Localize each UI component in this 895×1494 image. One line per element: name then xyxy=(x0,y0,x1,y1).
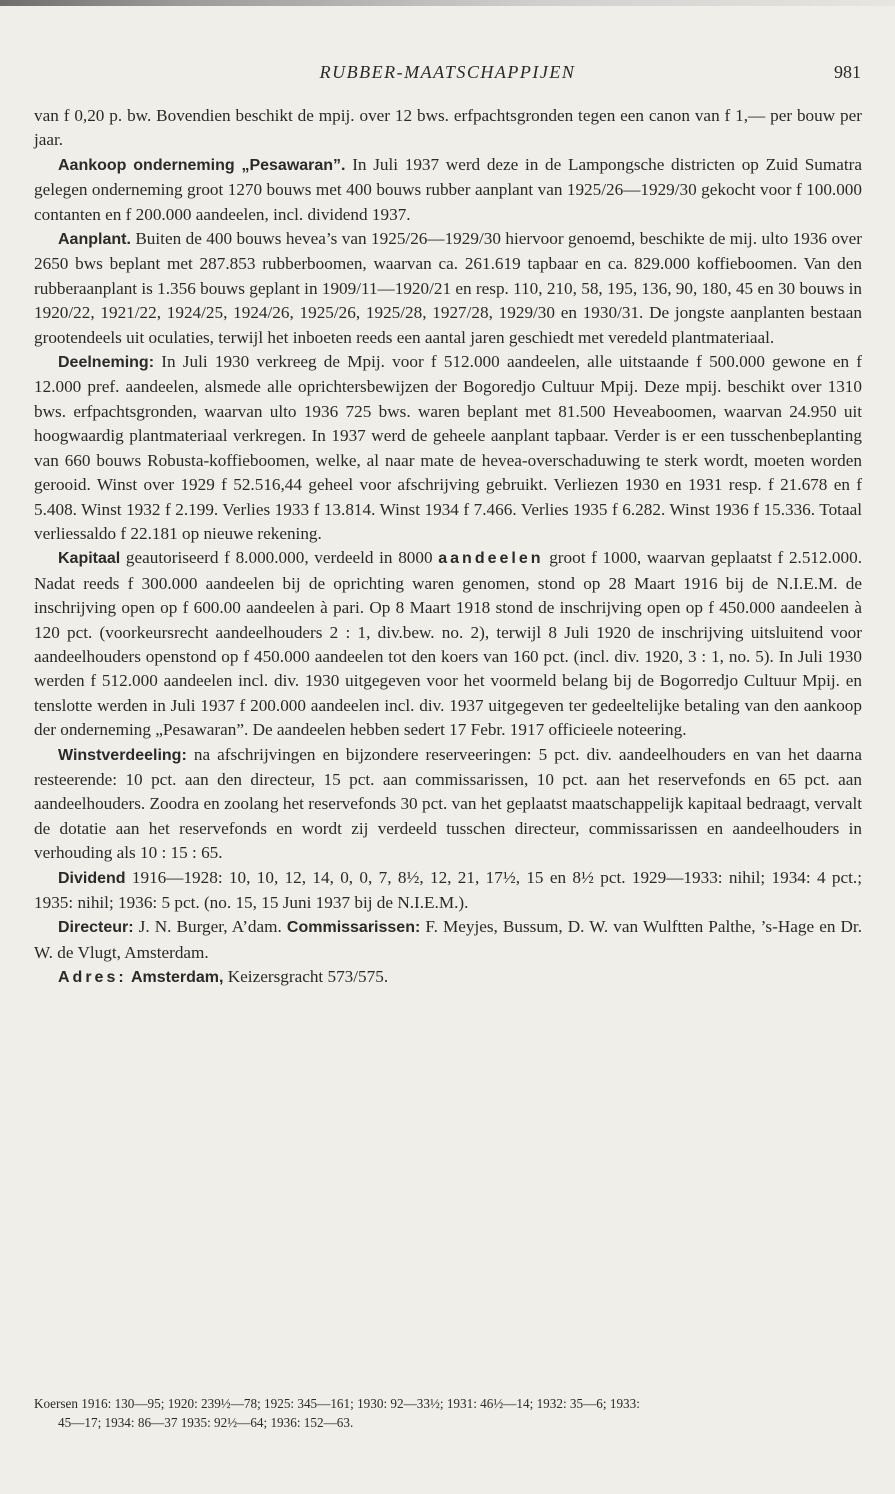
deelneming-text: In Juli 1930 verkreeg de Mpij. voor f 512.000 aandeelen, alle uitstaande f 500.000 gewone en f 12.000 pref. aandeelen, alsmede alle oprichtersbewijzen der Bogoredjo Cultuur Mpij. Deze mpij. beschikt over 1310 bws. erfpachtsgronden, waarvan ulto 1936 725 bws. waren beplant met 81.500 Heveaboomen, waarvan 24.950 uit hoogwaardig plantmateriaal verkregen. In 1937 werd de geheele aanplant tapbaar. Verder is er een tusschenbeplanting van 660 bouws Robusta-koffieboomen, welke, al naar mate de hevea-overschaduwing te sterk wordt, moeten worden gerooid. Winst over 1929 f 52.516,44 geheel voor afschrijving gebruikt. Verliezen 1930 en 1931 resp. f 21.678 en f 5.408. Winst 1932 f 2.199. Verlies 1933 f 13.814. Winst 1934 f 7.466. Verlies 1935 f 6.282. Winst 1936 f 15.336. Totaal verliessaldo f 22.181 op nieuwe rekening. xyxy=(34,352,862,543)
aanplant-text: Buiten de 400 bouws hevea’s van 1925/26—1929/30 hiervoor genoemd, beschikte de mij. ulto 1936 over 2650 bws beplant met 287.853 rubberboomen, waarvan ca. 261.619 tapbaar en ca. 829.000 koffieboomen. Van den rubberaanplant is 1.356 bouws geplant in 1909/11—1920/21 en resp. 110, 210, 58, 195, 136, 90, 180, 45 en 30 bouws in 1920/22, 1921/22, 1924/25, 1924/26, 1925/26, 1925/28, 1927/28, 1929/30 en 1930/31. De jongste aanplanten bestaan grootendeels uit oculaties, terwijl het inboeten reeds een aantal jaren geschiedt met veredeld plantmateriaal. xyxy=(34,229,862,347)
page-number: 981 xyxy=(834,62,861,82)
aankoop-text: In Juli 1937 werd deze in de Lampongsche districten op Zuid Sumatra gelegen onderneming groot 1270 bouws met 400 bouws rubber aanplant van 1925/26—1929/30 gekocht voor f 100.000 contanten en f 200.000 aandeelen, incl. dividend 1937. xyxy=(34,154,862,224)
kapitaal-heading: Kapitaal xyxy=(58,550,121,568)
directeur-heading: Directeur: xyxy=(58,919,134,937)
directeur-text: J. N. Burger, A’dam. xyxy=(133,917,287,937)
intro-paragraph xyxy=(34,104,862,153)
deelneming-heading: Deelneming: xyxy=(58,354,155,372)
adres-text: Keizersgracht 573/575. xyxy=(223,967,389,987)
koersen-footnote xyxy=(34,1394,862,1432)
kapitaal-spaced-word: aandeelen xyxy=(438,550,544,568)
footnote-line-2: 45—17; 1934: 86—37 1935: 92½—64; 1936: 152—63. xyxy=(58,1415,354,1430)
adres-paragraph xyxy=(34,965,862,990)
kapitaal-text-b: groot f 1000, waarvan geplaatst f 2.512.000. Nadat reeds f 300.000 aandeelen bij de oprichting waren genomen, stond op 28 Maart 1916 bij de N.I.E.M. de inschrijving open op f 600.00 aandeelen à pari. Op 8 Maart 1918 stond de inschrijving open op f 450.000 aandeelen à 120 pct. (voorkeursrecht aandeelhouders 2 : 1, div.bew. no. 2), terwijl 8 Juli 1920 de inschrijving uitsluitend voor aandeelhouders openstond op f 450.000 aandeelen tot den koers van 160 pct. (incl. div. 1920, 3 : 1, no. 5). In Juli 1930 werden f 512.000 aandeelen incl. div. 1930 uitgegeven voor het voormeld belang bij de Bogorredjo Cultuur Mpij. en tenslotte werden in Juli 1937 f 200.000 aandeelen incl. div. 1937 uitgegeven ter gedeeltelijke betaling van den aankoop der onderneming „Pesawaran”. De aandeelen hebben sedert 17 Febr. 1917 officieele noteering. xyxy=(34,548,862,740)
deelneming-paragraph xyxy=(34,350,862,546)
intro-text: van f 0,20 p. bw. Bovendien beschikt de mpij. over 12 bws. erfpachtsgronden tegen een canon van f 1,— per bouw per jaar. xyxy=(34,106,862,150)
adres-heading: Adres: xyxy=(58,969,127,987)
footnote-line-1: Koersen 1916: 130—95; 1920: 239½—78; 1925: 345—161; 1930: 92—33½; 1931: 46½—14; 1932: 35—6; 1933: xyxy=(34,1396,640,1411)
running-title: RUBBER-MAATSCHAPPIJEN xyxy=(319,62,576,82)
winstverdeeling-heading: Winstverdeeling: xyxy=(58,746,187,764)
kapitaal-text-a: geautoriseerd f 8.000.000, verdeeld in 8000 xyxy=(120,548,439,568)
aanplant-paragraph xyxy=(34,227,862,350)
page-body xyxy=(34,104,862,991)
aanplant-heading: Aanplant. xyxy=(58,231,131,249)
winstverdeeling-paragraph xyxy=(34,743,862,866)
dividend-paragraph xyxy=(34,866,862,916)
aankoop-paragraph xyxy=(34,153,862,227)
winstverdeeling-text: na afschrijvingen en bijzondere reserveeringen: 5 pct. div. aandeelhouders en van het daarna resteerende: 10 pct. aan den directeur, 15 pct. aan commissarissen, 10 pct. aan het reservefonds en 65 pct. aan aandeelhouders. Zoodra en zoolang het reservefonds 30 pct. van het geplaatst maatschappelijk kapitaal bedraagt, vervalt de dotatie aan het reservefonds en wordt zij verdeeld tusschen directeur, commissarissen en aandeelhouders in verhouding als 10 : 15 : 65. xyxy=(34,744,862,863)
commissarissen-heading: Commissarissen: xyxy=(286,919,421,937)
bestuur-paragraph xyxy=(34,915,862,965)
adres-city: Amsterdam, xyxy=(130,969,224,987)
dividend-text: 1916—1928: 10, 10, 12, 14, 0, 0, 7, 8½, 12, 21, 17½, 15 en 8½ pct. 1929—1933: nihil; 1934: 4 pct.; 1935: nihil; 1936: 5 pct. (no. 15, 15 Juni 1937 bij de N.I.E.M.). xyxy=(34,867,862,912)
commissarissen-text: F. Meyjes, Bussum, D. W. van Wulftten Palthe, ’s-Hage en Dr. W. de Vlugt, Amsterdam. xyxy=(34,917,862,962)
aankoop-heading: Aankoop onderneming „Pesawaran”. xyxy=(58,156,346,174)
kapitaal-paragraph xyxy=(34,546,862,742)
page-header xyxy=(0,62,895,88)
top-edge-shadow xyxy=(0,0,895,6)
dividend-heading: Dividend xyxy=(58,869,126,887)
